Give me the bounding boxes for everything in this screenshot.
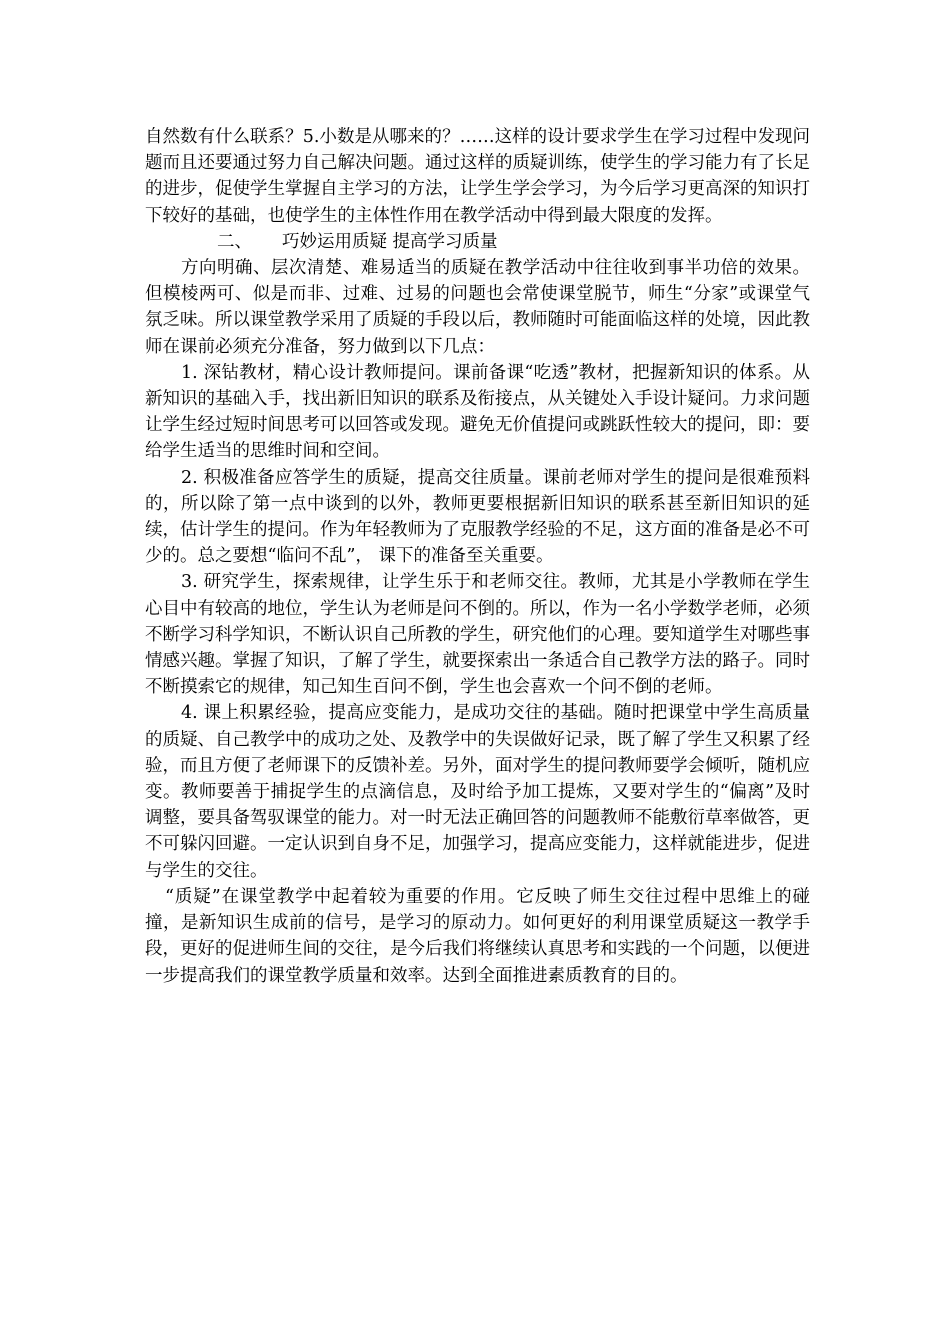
section-intro-paragraph: 方向明确、层次清楚、难易适当的质疑在教学活动中往往收到事半功倍的效果。但模棱两可、似是而非、过难、过易的问题也会常使课堂脱节，师生“分家”或课堂气氛乏味。所以课堂教学采用了质疑的手段以后，教师随时可能面临这样的处境，因此教师在课前必须充分准备，努力做到以下几点：	[145, 258, 810, 357]
section-title: 巧妙运用质疑 提高学习质量	[282, 231, 498, 252]
conclusion-paragraph: “质疑”在课堂教学中起着较为重要的作用。它反映了师生交往过程中思维上的碰撞，是新知识生成前的信号，是学习的原动力。如何更好的利用课堂质疑这一教学手段，更好的促进师生间的交往，是今后我们将继续认真思考和实践的一个问题，以便进一步提高我们的课堂教学质量和效率。达到全面推进素质教育的目的。	[145, 886, 810, 986]
point-paragraph-1: 1. 深钻教材，精心设计教师提问。课前备课“吃透”教材，把握新知识的体系。从新知识的基础入手，找出新旧知识的联系及衔接点，从关键处入手设计疑问。力求问题让学生经过短时间思考可以回答或发现。避免无价值提问或跳跃性较大的提问，即：要给学生适当的思维时间和空间。	[145, 362, 810, 462]
document-page	[145, 124, 810, 989]
intro-paragraph: 自然数有什么联系？5.小数是从哪来的？……这样的设计要求学生在学习过程中发现问题而且还要通过努力自己解决问题。通过这样的质疑训练，使学生的学习能力有了长足的进步，促使学生掌握自主学习的方法，让学生学会学习，为今后学习更高深的知识打下较好的基础，也使学生的主体性作用在教学活动中得到最大限度的发挥。	[145, 127, 810, 226]
point-paragraph-3: 3. 研究学生，探索规律，让学生乐于和老师交往。教师，尤其是小学教师在学生心目中有较高的地位，学生认为老师是问不倒的。所以，作为一名小学数学老师，必须不断学习科学知识，不断认识自己所教的学生，研究他们的心理。要知道学生对哪些事情感兴趣。掌握了知识，了解了学生，就要探索出一条适合自己教学方法的路子。同时不断摸索它的规律，知己知生百问不倒，学生也会喜欢一个问不倒的老师。	[145, 572, 810, 698]
point-paragraph-4: 4. 课上积累经验，提高应变能力，是成功交往的基础。随时把课堂中学生高质量的质疑、自己教学中的成功之处、及教学中的失误做好记录，既了解了学生又积累了经验，而且方便了老师课下的反馈补差。另外，面对学生的提问教师要学会倾听，随机应变。教师要善于捕捉学生的点滴信息，及时给予加工提炼，又要对学生的“偏离”及时调整，要具备驾驭课堂的能力。对一时无法正确回答的问题教师不能敷衍草率做答，更不可躲闪回避。一定认识到自身不足，加强学习，提高应变能力，这样就能进步，促进与学生的交往。	[145, 703, 810, 881]
section-number: 二、	[217, 231, 252, 252]
point-paragraph-2: 2. 积极准备应答学生的质疑，提高交往质量。课前老师对学生的提问是很难预料的，所以除了第一点中谈到的以外，教师更要根据新旧知识的联系甚至新旧知识的延续，估计学生的提问。作为年轻教师为了克服教学经验的不足，这方面的准备是必不可少的。总之要想“临问不乱”， 课下的准备至关重要。	[145, 467, 810, 567]
section-heading	[145, 229, 810, 255]
